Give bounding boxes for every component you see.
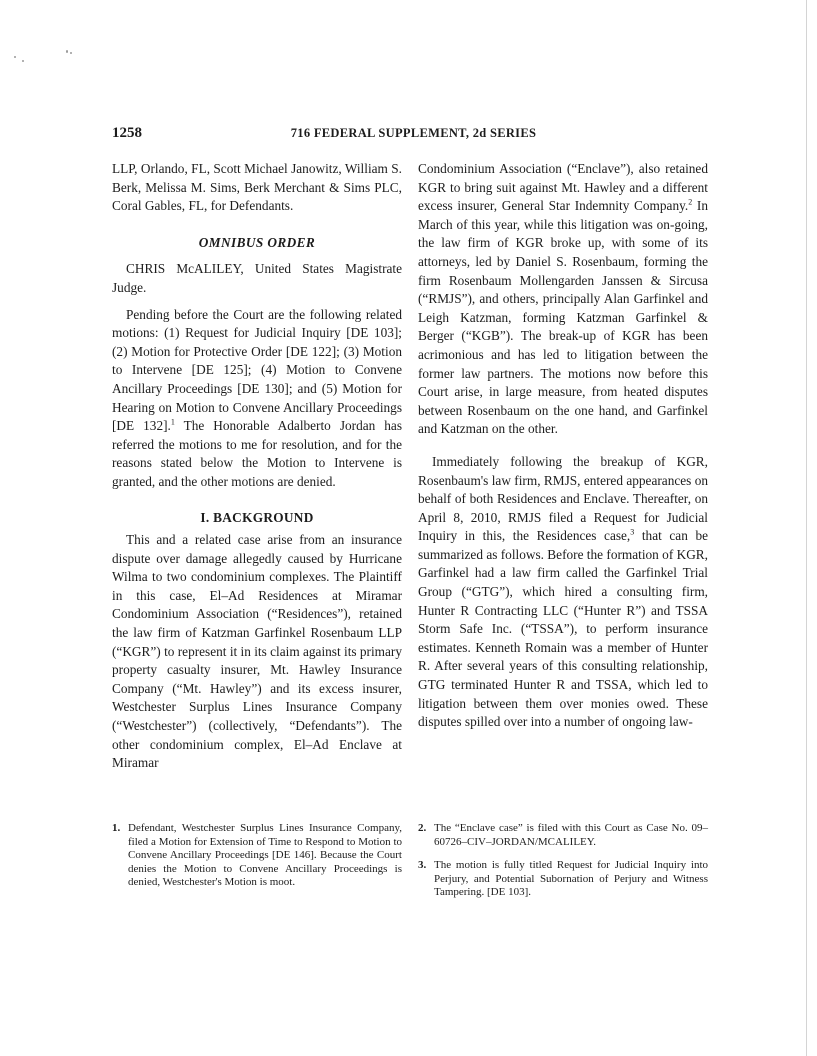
footnotes-right [418,822,708,910]
paragraph-text: that can be summarized as follows. Before the formation of KGR, Garfinkel had a law firm called the Garfinkel Trial Group (“GTG”), which hired a consulting firm, Hunter R Contracting LLC (“Hunter R”) and TSSA Storm Safe Inc. (“TSSA”), to perform insurance estimates. Kenneth Romain was a member of Hunter R. After several years of this consulting relationship, GTG terminated Hunter R and TSSA, which led to litigation between them over monies owed. These disputes spilled over into a number of ongoing law- [418,528,708,730]
scan-speck [22,60,24,62]
running-head: 716 FEDERAL SUPPLEMENT, 2d SERIES [290,126,537,140]
footnote-3 [418,859,708,900]
footnote-number: 3. [418,859,427,872]
footnote-number: 1. [112,822,121,834]
footnote-ref: 2 [688,197,693,207]
footnote-1 [112,822,402,890]
paragraph-enclave [418,160,708,439]
footnote-text: The motion is fully titled Request for Judicial Inquiry into Perjury, and Potential Subornation of Perjury and Witness Tampering. [DE 103]. [434,859,708,899]
paragraph-text: The Honorable Adalberto Jordan has referred the motions to me for resolution, and for the reasons stated below the Motion to Intervene is granted, and the other motions are denied. [112,418,402,489]
order-title: OMNIBUS ORDER [198,234,316,250]
footnotes-left [112,822,402,900]
judge-line: CHRIS McALILEY, United States Magistrate Judge. [112,261,402,295]
scan-speck [14,56,16,58]
section-heading-background: I. BACKGROUND [200,509,314,525]
footnote-ref: 1 [170,417,175,427]
paragraph-pending-motions [112,306,402,492]
paragraph-background: This and a related case arise from an insurance dispute over damage allegedly caused by Hurricane Wilma to two condominium complexes. The Plaintiff in this case, El–Ad Residences at Miramar Condominium Association (“Residences”), retained the law firm of Katzman Garfinkel Rosenbaum LLP (“KGR”) to represent it in its claim against its primary property casualty insurer, Mt. Hawley Insurance Company (“Mt. Hawley”) and its excess insurer, Westchester Surplus Lines Insurance Company (“Westchester”) (collectively, “Defendants”). The other condominium complex, El–Ad Enclave at Miramar [112,532,402,771]
page-number: 1258 [112,125,142,141]
footnote-text: Defendant, Westchester Surplus Lines Insurance Company, filed a Motion for Extension of Time to Respond to Motion to Convene Ancillary Proceedings [DE 146]. Because the Court denies the Motion to Convene Ancillary Proceedings is denied, Westchester's Motion is moot. [128,822,402,889]
footnote-text: The “Enclave case” is filed with this Court as Case No. 09–60726–CIV–JORDAN/MCALILEY. [434,822,708,848]
counsel-listing: LLP, Orlando, FL, Scott Michael Janowitz, William S. Berk, Melissa M. Sims, Berk Merchant & Sims PLC, Coral Gables, FL, for Defendants. [112,161,402,214]
paragraph-text: Pending before the Court are the following related motions: (1) Request for Judicial Inquiry [DE 103]; (2) Motion for Protective Order [DE 122]; (3) Motion to Intervene [DE 125]; (4) Motion to Convene Ancillary Proceedings [DE 130]; and (5) Motion for Hearing on Motion to Convene Ancillary Proceedings [DE 132]. [112,306,402,434]
scan-speck [66,50,68,53]
footnote-2 [418,822,708,849]
footnote-ref: 3 [630,527,635,537]
left-column [112,160,402,773]
right-column [418,160,708,732]
paragraph-text: Immediately following the breakup of KGR, Rosenbaum's law firm, RMJS, entered appearances on behalf of both Residences and Enclave. Thereafter, on April 8, 2010, RMJS filed a Request for Judicial Inquiry in this, the Residences case, [418,453,708,544]
page-header [112,125,715,145]
scan-speck [70,52,72,54]
paragraph-judicial-inquiry [418,453,708,732]
paragraph-text: In March of this year, while this litigation was on-going, the law firm of KGR broke up, with some of its attorneys, led by Daniel S. Rosenbaum, forming the firm Rosenbaum Mollengarden Janssen & Sircusa (“RMJS”), and others, principally Alan Garfinkel and Leigh Katzman, forming Katzman Garfinkel & Berger (“KGB”). The break-up of KGR has been acrimonious and has led to litigation between the former law partners. The motions now before this Court arise, in large measure, from heated disputes between Rosenbaum on the one hand, and Garfinkel and Katzman on the other. [418,198,708,437]
scan-edge-line [806,0,807,1056]
footnote-number: 2. [418,822,427,834]
paragraph-text: Condominium Association (“Enclave”), also retained KGR to bring suit against Mt. Hawley and a different excess insurer, General Star Indemnity Company. [418,161,708,214]
